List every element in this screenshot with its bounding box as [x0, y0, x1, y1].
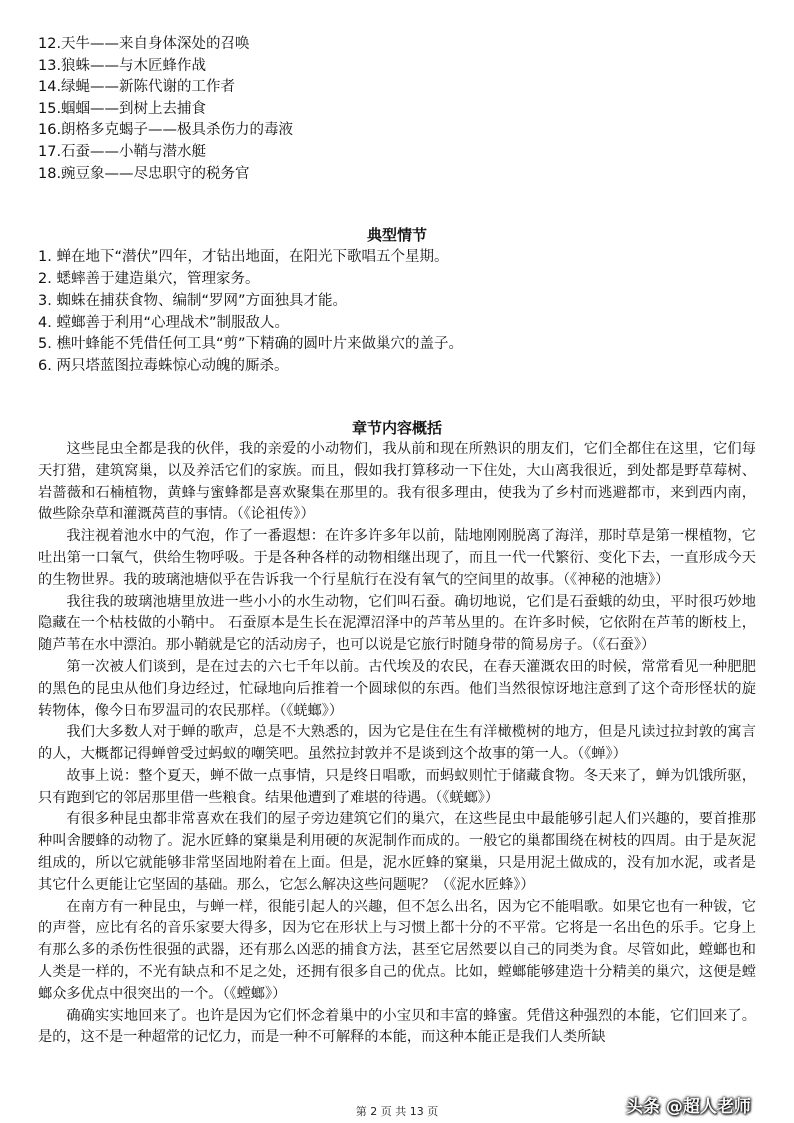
list-item: 14.绿蝇——新陈代谢的工作者 [38, 79, 236, 96]
summary-paragraph: 这些昆虫全都是我的伙伴，我的亲爱的小动物们，我从前和现在所熟识的朋友们，它们全都住在这里，它们每天打猎，建筑窝巢，以及养活它们的家族。而且，假如我打算移动一下住处，大山离我很近，到处都是野草莓树、岩蔷薇和石楠植物，黄蜂与蜜蜂都是喜欢聚集在那里的。我有很多理由，使我为了乡村而逃避都市，来到西内南，做些除杂草和灌溉莴苣的事情。（《论祖传》） [38, 440, 756, 523]
summary-paragraph: 故事上说：整个夏天，蝉不做一点事情，只是终日唱歌，而蚂蚁则忙于储藏食物。冬天来了，蝉为饥饿所驱，只有跑到它的邻居那里借一些粮食。结果他遭到了难堪的待遇。（《蜣螂》） [38, 767, 756, 806]
summary-body [38, 439, 756, 1049]
list-item: 17.石蚕——小鞘与潜水艇 [38, 143, 207, 160]
list-item: 16.朗格多克蝎子——极具杀伤力的毒液 [38, 122, 294, 139]
summary-paragraph: 我注视着池水中的气泡，作了一番遐想：在许多许多年以前，陆地刚刚脱离了海洋，那时草是第一棵植物，它吐出第一口氧气，供给生物呼吸。于是各种各样的动物相继出现了，而且一代一代繁衍、变化下去，一直形成今天的生物世界。我的玻璃池塘似乎在告诉我一个行星航行在没有氧气的空间里的故事。（《神秘的池塘》） [38, 528, 756, 588]
page-footer: 第 2 页 共 13 页 [355, 1105, 439, 1118]
summary-paragraph: 在南方有一种昆虫，与蝉一样，很能引起人的兴趣，但不怎么出名，因为它不能唱歌。如果它也有一种钹，它的声誉，应比有名的音乐家要大得多，因为它在形状上与习惯上都十分的不平常。它将是一名出色的乐手。它身上有那么多的杀伤性很强的武器，还有那么凶恶的捕食方法，甚至它居然要以自己的同类为食。尽管如此，螳螂也和人类是一样的，不光有缺点和不足之处，还拥有很多自己的优点。比如，螳螂能够建造十分精美的巢穴，这便是螳螂众多优点中很突出的一个。（《螳螂》） [38, 898, 756, 1002]
list-item: 18.豌豆象——尽忠职守的税务官 [38, 165, 250, 182]
summary-paragraph: 我们大多数人对于蝉的歌声，总是不大熟悉的，因为它是住在生有洋橄榄树的地方，但是凡读过拉封敦的寓言的人，大概都记得蝉曾受过蚂蚁的嘲笑吧。虽然拉封敦并不是谈到这个故事的第一人。（《蝉》） [38, 724, 756, 763]
watermark: 头条 @超人老师 [626, 1097, 751, 1117]
summary-paragraph: 我往我的玻璃池塘里放进一些小小的水生动物，它们叫石蚕。确切地说，它们是石蚕蛾的幼虫，平时很巧妙地隐藏在一个枯枝做的小鞘中。 石蚕原本是生长在泥潭沼泽中的芦苇丛里的。在许多时候，它依附在芦苇的断枝上，随芦苇在水中漂泊。那小鞘就是它的活动房子，也可以说是它旅行时随身带的简易房子。（《石蚕》） [38, 593, 756, 654]
page-content [38, 34, 756, 1049]
plot-item: 1. 蝉在地下“潜伏”四年，才钻出地面，在阳光下歌唱五个星期。 [38, 249, 449, 266]
plot-item: 5. 樵叶蜂能不凭借任何工具“剪”下精确的圆叶片来做巢穴的盖子。 [38, 336, 463, 353]
plot-section-title: 典型情节 [366, 226, 427, 245]
summary-section-title: 章节内容概括 [351, 418, 442, 437]
plot-item: 3. 蜘蛛在捕获食物、编制“罗网”方面独具才能。 [38, 292, 347, 309]
plot-list [38, 247, 756, 378]
chapter-list [38, 34, 756, 185]
summary-paragraph: 有很多种昆虫都非常喜欢在我们的屋子旁边建筑它们的巢穴，在这些昆虫中最能够引起人们兴趣的，要首推那种叫舍腰蜂的动物了。泥水匠蜂的窠巢是利用硬的灰泥制作而成的。一般它的巢都围绕在树枝的四周。由于是灰泥组成的，所以它就能够非常坚固地附着在上面。但是，泥水匠蜂的窠巢，只是用泥土做成的，没有加水泥，或者是其它什么更能让它坚固的基础。那么，它怎么解决这些问题呢？（《泥水匠蜂》） [38, 811, 756, 893]
summary-paragraph: 确确实实地回来了。也许是因为它们怀念着巢中的小宝贝和丰富的蜂蜜。凭借这种强烈的本能，它们回来了。是的，这不是一种超常的记忆力，而是一种不可解释的本能，而这种本能正是我们人类所缺 [38, 1007, 756, 1046]
plot-item: 6. 两只塔蓝图拉毒蛛惊心动魄的厮杀。 [38, 358, 289, 375]
list-item: 13.狼蛛——与木匠蜂作战 [38, 57, 207, 74]
list-item: 15.蝈蝈——到树上去捕食 [38, 100, 207, 117]
summary-paragraph: 第一次被人们谈到，是在过去的六七千年以前。古代埃及的农民，在春天灌溉农田的时候，常常看见一种肥肥的黑色的昆虫从他们身边经过，忙碌地向后推着一个圆球似的东西。他们当然很惊讶地注意到了这个奇形怪状的旋转物体，像今日布罗温司的农民那样。（《蜣螂》） [38, 658, 756, 719]
plot-item: 2. 蟋蟀善于建造巢穴，管理家务。 [38, 270, 260, 287]
list-item: 12.天牛——来自身体深处的召唤 [38, 36, 250, 52]
plot-item: 4. 螳螂善于利用“心理战术”制服敌人。 [38, 314, 289, 331]
